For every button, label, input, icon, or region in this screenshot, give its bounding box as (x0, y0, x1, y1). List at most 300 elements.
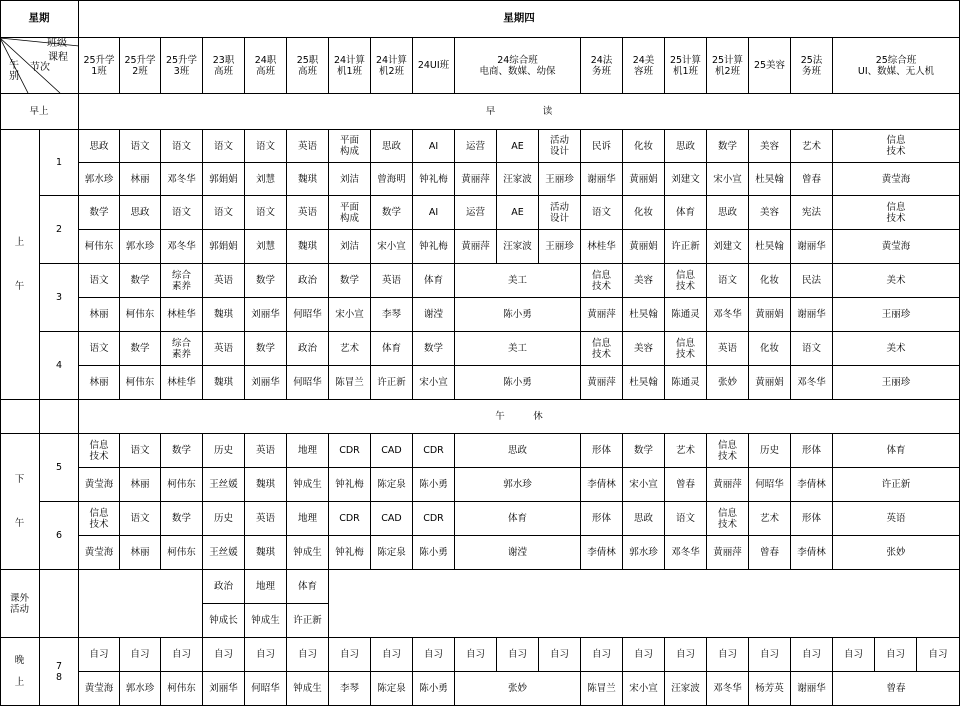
teacher-cell: 钟礼梅 (329, 536, 371, 570)
subject-cell: 运营 (455, 196, 497, 230)
teacher-cell: 王丽珍 (833, 366, 960, 400)
teacher-cell: 黄丽萍 (455, 230, 497, 264)
subject-cell: 政治 (203, 570, 245, 604)
subject-cell: 自习 (203, 638, 245, 672)
subject-cell: CAD (371, 502, 413, 536)
teacher-cell: 林丽 (120, 163, 161, 196)
teacher-cell: 刘洁 (329, 163, 371, 196)
pm-label: 下 午 (0, 434, 40, 570)
teacher-cell: 陈小勇 (413, 672, 455, 706)
teacher-cell: 黄丽萍 (707, 536, 749, 570)
teacher-cell: 魏琪 (287, 230, 329, 264)
subject-cell: 英语 (707, 332, 749, 366)
subject-cell: 自习 (875, 638, 917, 672)
subject-cell: 艺术 (329, 332, 371, 366)
teacher-cell: 钟成生 (287, 536, 329, 570)
subject-cell: 思政 (371, 130, 413, 163)
subject-cell: 民法 (791, 264, 833, 298)
teacher-cell: 张妙 (455, 672, 581, 706)
teacher-cell: 黄丽萍 (455, 163, 497, 196)
subject-cell: CDR (329, 434, 371, 468)
teacher-cell: 刘慧 (245, 163, 287, 196)
teacher-cell: 宋小宣 (623, 468, 665, 502)
noon-blank (0, 400, 40, 434)
class-header: 25升学 2班 (120, 38, 161, 94)
subject-cell: CAD (371, 434, 413, 468)
teacher-cell: 黄莹海 (833, 163, 960, 196)
subject-cell: 历史 (749, 434, 791, 468)
teacher-cell: 杜昊翰 (749, 163, 791, 196)
teacher-cell: 林丽 (120, 536, 161, 570)
subject-cell: 美容 (749, 130, 791, 163)
teacher-cell: 刘丽华 (203, 672, 245, 706)
subject-cell: 艺术 (749, 502, 791, 536)
teacher-cell: 何昭华 (287, 366, 329, 400)
noon-break: 午 休 (79, 400, 960, 434)
class-header: 23职 高班 (203, 38, 245, 94)
subject-cell: 语文 (161, 196, 203, 230)
teacher-cell: 郭娟娟 (203, 163, 245, 196)
teacher-cell: 王丽珍 (539, 163, 581, 196)
subject-cell: 历史 (203, 502, 245, 536)
subject-cell: 思政 (455, 434, 581, 468)
subject-cell: 美术 (833, 332, 960, 366)
subject-cell: 体育 (413, 264, 455, 298)
subject-cell: 思政 (707, 196, 749, 230)
subject-cell: AI (413, 130, 455, 163)
class-header: 25计算 机1班 (665, 38, 707, 94)
class-header: 24计算 机2班 (371, 38, 413, 94)
teacher-cell: 钟礼梅 (413, 163, 455, 196)
teacher-cell: 王丝媛 (203, 468, 245, 502)
subject-cell: 数学 (413, 332, 455, 366)
subject-cell: 民诉 (581, 130, 623, 163)
subject-cell: 自习 (287, 638, 329, 672)
subject-cell: 自习 (623, 638, 665, 672)
subject-cell: 活动 设计 (539, 196, 581, 230)
teacher-cell: 何昭华 (245, 672, 287, 706)
teacher-cell: 林丽 (120, 468, 161, 502)
subject-cell: 自习 (791, 638, 833, 672)
subject-cell: 英语 (371, 264, 413, 298)
class-header: 24美 容班 (623, 38, 665, 94)
subject-cell: 体育 (665, 196, 707, 230)
corner-section-label: 节次 (30, 62, 50, 73)
class-header: 25计算 机2班 (707, 38, 749, 94)
subject-cell: CDR (329, 502, 371, 536)
teacher-cell: 李倩林 (791, 536, 833, 570)
subject-cell: 自习 (539, 638, 581, 672)
teacher-cell: 刘建文 (707, 230, 749, 264)
teacher-cell: 陈小勇 (455, 298, 581, 332)
subject-cell: 自习 (413, 638, 455, 672)
teacher-cell: 宋小宣 (329, 298, 371, 332)
evening-label: 晚 上 (0, 638, 40, 706)
teacher-cell: 邓冬华 (161, 163, 203, 196)
teacher-cell: 陈冒兰 (581, 672, 623, 706)
extra-blank (79, 570, 203, 638)
teacher-cell: 谢丽华 (791, 298, 833, 332)
corner-period-label: 午 别 (9, 60, 19, 82)
teacher-cell: 黄丽萍 (581, 366, 623, 400)
noon-blank (40, 400, 79, 434)
subject-cell: 自习 (749, 638, 791, 672)
teacher-cell: 谢丽华 (791, 230, 833, 264)
teacher-cell: 谢滢 (413, 298, 455, 332)
subject-cell: 思政 (623, 502, 665, 536)
subject-cell: AE (497, 196, 539, 230)
teacher-cell: 张妙 (833, 536, 960, 570)
teacher-cell: 柯伟东 (161, 672, 203, 706)
subject-cell: 语文 (581, 196, 623, 230)
teacher-cell: 汪家波 (665, 672, 707, 706)
teacher-cell: 李琴 (329, 672, 371, 706)
subject-cell: AE (497, 130, 539, 163)
subject-cell: 思政 (79, 130, 120, 163)
teacher-cell: 谢丽华 (791, 672, 833, 706)
teacher-cell: 陈通灵 (665, 366, 707, 400)
subject-cell: 体育 (833, 434, 960, 468)
subject-cell: CDR (413, 434, 455, 468)
teacher-cell: 邓冬华 (665, 536, 707, 570)
teacher-cell: 陈定泉 (371, 468, 413, 502)
subject-cell: 信息 技术 (665, 264, 707, 298)
subject-cell: 美术 (833, 264, 960, 298)
subject-cell: 语文 (79, 264, 120, 298)
teacher-cell: 杜昊翰 (623, 366, 665, 400)
subject-cell: 自习 (581, 638, 623, 672)
subject-cell: 宪法 (791, 196, 833, 230)
subject-cell: 语文 (79, 332, 120, 366)
teacher-cell: 林桂华 (161, 298, 203, 332)
subject-cell: 自习 (665, 638, 707, 672)
teacher-cell: 陈冒兰 (329, 366, 371, 400)
teacher-cell: 林桂华 (161, 366, 203, 400)
teacher-cell: 曾春 (791, 163, 833, 196)
subject-cell: 平面 构成 (329, 130, 371, 163)
teacher-cell: 黄莹海 (79, 536, 120, 570)
subject-cell: 自习 (371, 638, 413, 672)
teacher-cell: 许正新 (371, 366, 413, 400)
subject-cell: 数学 (371, 196, 413, 230)
subject-cell: 体育 (371, 332, 413, 366)
teacher-cell: 黄莹海 (79, 672, 120, 706)
diagonal-line (0, 38, 79, 46)
subject-cell: 美容 (623, 332, 665, 366)
teacher-cell: 杜昊翰 (749, 230, 791, 264)
subject-cell: 英语 (833, 502, 960, 536)
subject-cell: 化妆 (623, 196, 665, 230)
teacher-cell: 林丽 (79, 298, 120, 332)
subject-cell: 数学 (623, 434, 665, 468)
teacher-cell: 邓冬华 (707, 672, 749, 706)
class-header: 25升学 3班 (161, 38, 203, 94)
subject-cell: 自习 (917, 638, 960, 672)
subject-cell: 地理 (287, 434, 329, 468)
teacher-cell: 曾海明 (371, 163, 413, 196)
class-header: 24UI班 (413, 38, 455, 94)
teacher-cell: 宋小宣 (413, 366, 455, 400)
teacher-cell: 许正新 (665, 230, 707, 264)
teacher-cell: 黄莹海 (833, 230, 960, 264)
subject-cell: 化妆 (749, 264, 791, 298)
subject-cell: 自习 (497, 638, 539, 672)
teacher-cell: 陈定泉 (371, 672, 413, 706)
morning-reading: 早 读 (79, 94, 960, 130)
teacher-cell: 刘丽华 (245, 366, 287, 400)
subject-cell: 语文 (245, 196, 287, 230)
subject-cell: 美工 (455, 332, 581, 366)
subject-cell: 数学 (161, 434, 203, 468)
subject-cell: 信息 技术 (665, 332, 707, 366)
teacher-cell: 黄丽萍 (581, 298, 623, 332)
teacher-cell: 刘建文 (665, 163, 707, 196)
class-header: 25升学 1班 (79, 38, 120, 94)
teacher-cell: 魏琪 (203, 298, 245, 332)
subject-cell: 地理 (287, 502, 329, 536)
teacher-cell: 邓冬华 (791, 366, 833, 400)
subject-cell: 自习 (79, 638, 120, 672)
teacher-cell: 李倩林 (581, 536, 623, 570)
subject-cell: 语文 (161, 130, 203, 163)
teacher-cell: 刘丽华 (245, 298, 287, 332)
teacher-cell: 刘慧 (245, 230, 287, 264)
teacher-cell: 柯伟东 (161, 468, 203, 502)
teacher-cell: 柯伟东 (161, 536, 203, 570)
subject-cell: 自习 (707, 638, 749, 672)
subject-cell: 信息 技术 (581, 332, 623, 366)
subject-cell: 英语 (287, 196, 329, 230)
subject-cell: 语文 (203, 196, 245, 230)
subject-cell: 语文 (120, 434, 161, 468)
teacher-cell: 钟礼梅 (413, 230, 455, 264)
teacher-cell: 陈小勇 (455, 366, 581, 400)
teacher-cell: 黄丽萍 (707, 468, 749, 502)
teacher-cell: 柯伟东 (120, 298, 161, 332)
subject-cell: 政治 (287, 264, 329, 298)
subject-cell: 语文 (707, 264, 749, 298)
subject-cell: 化妆 (749, 332, 791, 366)
subject-cell: 数学 (707, 130, 749, 163)
teacher-cell: 黄丽娟 (623, 230, 665, 264)
subject-cell: 自习 (329, 638, 371, 672)
subject-cell: 英语 (245, 502, 287, 536)
teacher-cell: 王丽珍 (833, 298, 960, 332)
teacher-cell: 何昭华 (287, 298, 329, 332)
teacher-cell: 宋小宣 (371, 230, 413, 264)
subject-cell: 形体 (581, 434, 623, 468)
subject-cell: 形体 (581, 502, 623, 536)
subject-cell: 英语 (203, 332, 245, 366)
subject-cell: 艺术 (665, 434, 707, 468)
subject-cell: 综合 素养 (161, 332, 203, 366)
subject-cell: 自习 (833, 638, 875, 672)
teacher-cell: 陈通灵 (665, 298, 707, 332)
subject-cell: CDR (413, 502, 455, 536)
teacher-cell: 钟成长 (203, 604, 245, 638)
subject-cell: 语文 (245, 130, 287, 163)
teacher-cell: 何昭华 (749, 468, 791, 502)
teacher-cell: 邓冬华 (707, 298, 749, 332)
class-header: 25职 高班 (287, 38, 329, 94)
teacher-cell: 郭水珍 (120, 672, 161, 706)
teacher-cell: 陈小勇 (413, 468, 455, 502)
subject-cell: 数学 (120, 264, 161, 298)
subject-cell: 历史 (203, 434, 245, 468)
teacher-cell: 曾春 (665, 468, 707, 502)
weekday-label: 星期 (0, 0, 79, 38)
teacher-cell: 杨芳英 (749, 672, 791, 706)
teacher-cell: 钟成生 (287, 672, 329, 706)
corner-class-label: 班级 (47, 38, 67, 49)
class-header: 25法 务班 (791, 38, 833, 94)
teacher-cell: 林丽 (79, 366, 120, 400)
extra-blank (329, 570, 960, 638)
corner-course-label: 课程 (48, 52, 68, 63)
teacher-cell: 李倩林 (581, 468, 623, 502)
day-title: 星期四 (79, 0, 960, 38)
subject-cell: 信息 技术 (79, 434, 120, 468)
teacher-cell: 黄丽娟 (749, 366, 791, 400)
teacher-cell: 郭水珍 (79, 163, 120, 196)
subject-cell: 自习 (245, 638, 287, 672)
teacher-cell: 郭水珍 (623, 536, 665, 570)
teacher-cell: 林桂华 (581, 230, 623, 264)
subject-cell: 政治 (287, 332, 329, 366)
class-header: 25美容 (749, 38, 791, 94)
teacher-cell: 陈定泉 (371, 536, 413, 570)
subject-cell: 自习 (120, 638, 161, 672)
teacher-cell: 汪家波 (497, 163, 539, 196)
teacher-cell: 魏琪 (245, 536, 287, 570)
teacher-cell: 王丝媛 (203, 536, 245, 570)
subject-cell: 英语 (287, 130, 329, 163)
subject-cell: 语文 (791, 332, 833, 366)
teacher-cell: 许正新 (833, 468, 960, 502)
subject-cell: 综合 素养 (161, 264, 203, 298)
teacher-cell: 魏琪 (203, 366, 245, 400)
teacher-cell: 郭娟娟 (203, 230, 245, 264)
teacher-cell: 刘洁 (329, 230, 371, 264)
subject-cell: 形体 (791, 502, 833, 536)
teacher-cell: 郭水珍 (455, 468, 581, 502)
teacher-cell: 黄丽娟 (623, 163, 665, 196)
subject-cell: 活动 设计 (539, 130, 581, 163)
period-number: 5 (40, 434, 79, 502)
teacher-cell: 魏琪 (245, 468, 287, 502)
teacher-cell: 郭水珍 (120, 230, 161, 264)
subject-cell: 思政 (120, 196, 161, 230)
subject-cell: 英语 (245, 434, 287, 468)
teacher-cell: 张妙 (707, 366, 749, 400)
am-label: 上 午 (0, 130, 40, 400)
subject-cell: 思政 (665, 130, 707, 163)
subject-cell: 数学 (329, 264, 371, 298)
period-number: 1 (40, 130, 79, 196)
subject-cell: 美容 (749, 196, 791, 230)
teacher-cell: 谢滢 (455, 536, 581, 570)
subject-cell: 形体 (791, 434, 833, 468)
class-header: 24法 务班 (581, 38, 623, 94)
subject-cell: 自习 (161, 638, 203, 672)
teacher-cell: 谢丽华 (581, 163, 623, 196)
teacher-cell: 汪家波 (497, 230, 539, 264)
teacher-cell: 钟成生 (245, 604, 287, 638)
subject-cell: 信息 技术 (833, 130, 960, 163)
class-header: 24计算 机1班 (329, 38, 371, 94)
teacher-cell: 王丽珍 (539, 230, 581, 264)
teacher-cell: 陈小勇 (413, 536, 455, 570)
period-number: 4 (40, 332, 79, 400)
header-corner (0, 38, 79, 94)
extracurricular-label: 课外 活动 (0, 570, 40, 638)
period-number: 2 (40, 196, 79, 264)
subject-cell: 自习 (455, 638, 497, 672)
subject-cell: 英语 (203, 264, 245, 298)
subject-cell: 语文 (203, 130, 245, 163)
teacher-cell: 柯伟东 (79, 230, 120, 264)
subject-cell: 数学 (120, 332, 161, 366)
class-header: 25综合班 UI、数媒、无人机 (833, 38, 960, 94)
subject-cell: 美容 (623, 264, 665, 298)
subject-cell: 数学 (79, 196, 120, 230)
subject-cell: 地理 (245, 570, 287, 604)
class-header: 24综合班 电商、数媒、幼保 (455, 38, 581, 94)
evening-period: 7 8 (40, 638, 79, 706)
subject-cell: 信息 技术 (79, 502, 120, 536)
period-number: 6 (40, 502, 79, 570)
subject-cell: 平面 构成 (329, 196, 371, 230)
subject-cell: 数学 (161, 502, 203, 536)
teacher-cell: 邓冬华 (161, 230, 203, 264)
teacher-cell: 黄丽娟 (749, 298, 791, 332)
subject-cell: 信息 技术 (581, 264, 623, 298)
teacher-cell: 杜昊翰 (623, 298, 665, 332)
subject-cell: 美工 (455, 264, 581, 298)
subject-cell: 数学 (245, 332, 287, 366)
subject-cell: 信息 技术 (833, 196, 960, 230)
teacher-cell: 钟礼梅 (329, 468, 371, 502)
teacher-cell: 许正新 (287, 604, 329, 638)
subject-cell: 化妆 (623, 130, 665, 163)
subject-cell: 语文 (120, 502, 161, 536)
subject-cell: 体育 (455, 502, 581, 536)
subject-cell: 运营 (455, 130, 497, 163)
extra-blank (40, 570, 79, 638)
morning-slot-label: 早上 (0, 94, 79, 130)
subject-cell: 信息 技术 (707, 434, 749, 468)
teacher-cell: 曾春 (749, 536, 791, 570)
class-header: 24职 高班 (245, 38, 287, 94)
teacher-cell: 李琴 (371, 298, 413, 332)
subject-cell: 数学 (245, 264, 287, 298)
teacher-cell: 曾春 (833, 672, 960, 706)
teacher-cell: 宋小宣 (707, 163, 749, 196)
subject-cell: 语文 (120, 130, 161, 163)
subject-cell: 信息 技术 (707, 502, 749, 536)
subject-cell: 语文 (665, 502, 707, 536)
teacher-cell: 钟成生 (287, 468, 329, 502)
teacher-cell: 李倩林 (791, 468, 833, 502)
subject-cell: 艺术 (791, 130, 833, 163)
subject-cell: AI (413, 196, 455, 230)
teacher-cell: 黄莹海 (79, 468, 120, 502)
teacher-cell: 宋小宣 (623, 672, 665, 706)
teacher-cell: 魏琪 (287, 163, 329, 196)
teacher-cell: 柯伟东 (120, 366, 161, 400)
subject-cell: 体育 (287, 570, 329, 604)
period-number: 3 (40, 264, 79, 332)
